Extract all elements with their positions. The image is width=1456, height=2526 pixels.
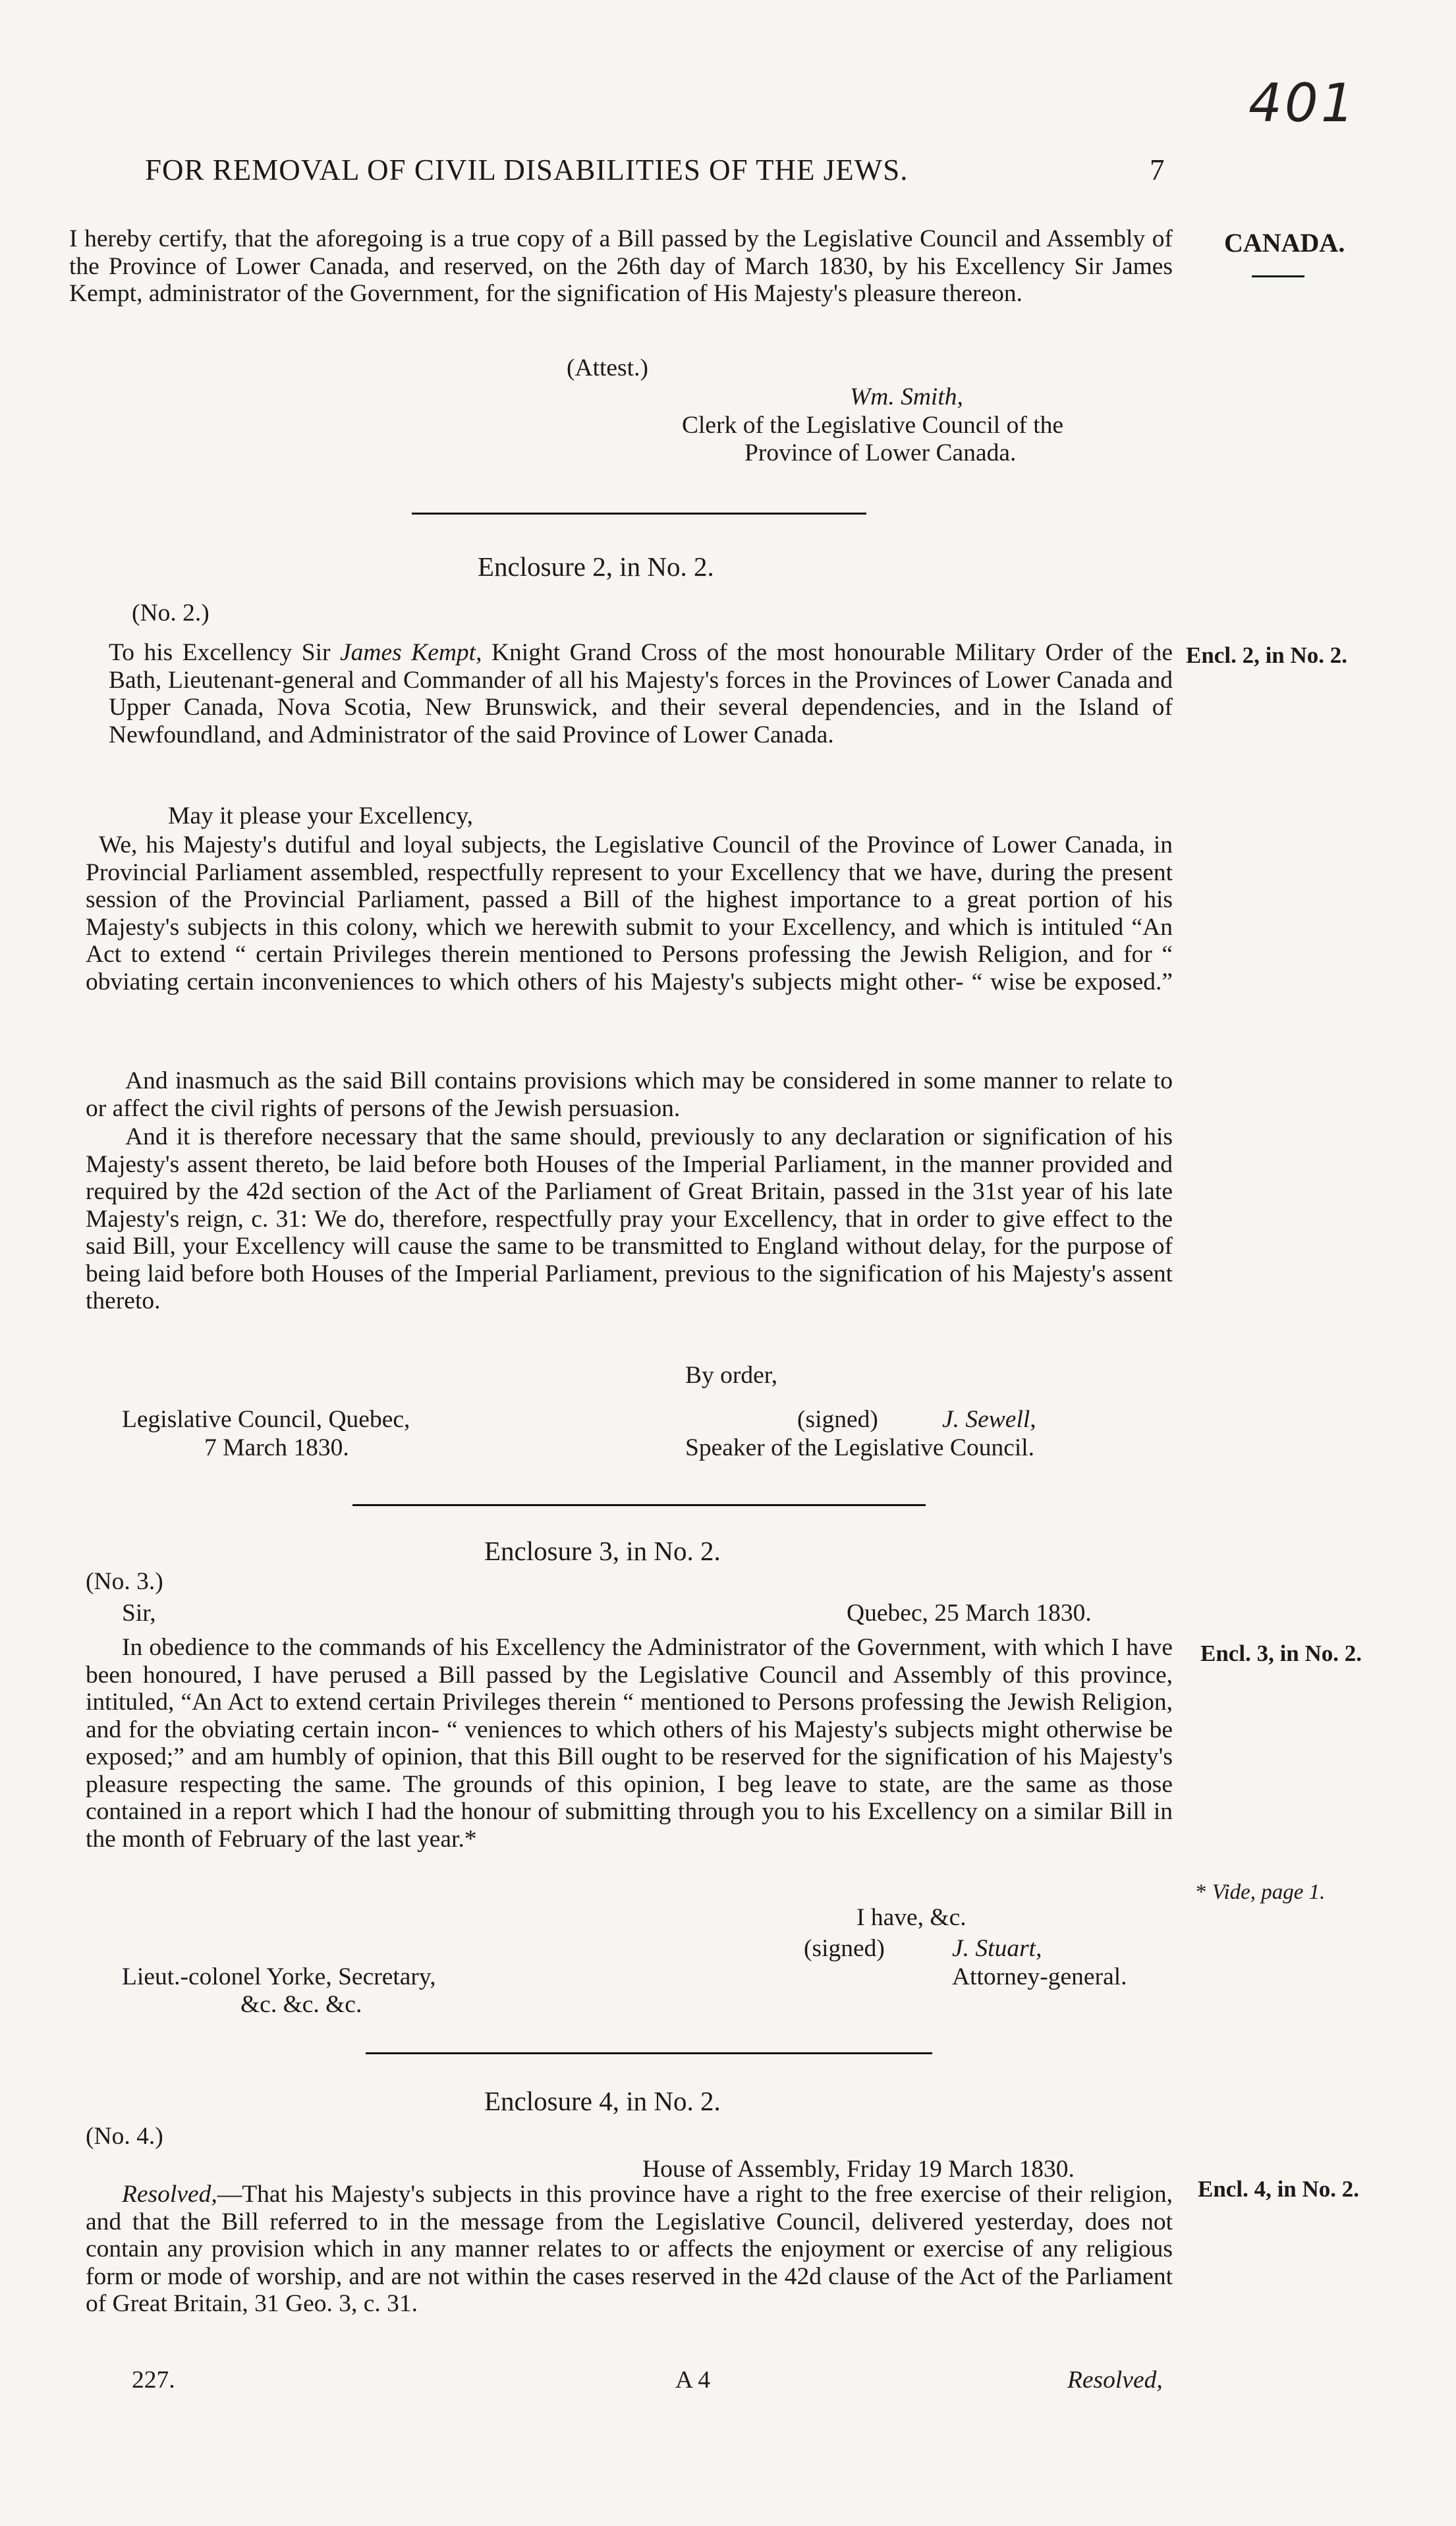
enclosure-3-number: (No. 3.) [86,1568,163,1595]
enclosure-3-margin-note: Encl. 3, in No. 2. [1200,1641,1362,1666]
enclosure-3-addressee-etc: &c. &c. &c. [240,1991,362,2018]
enclosure-2-number: (No. 2.) [132,600,210,627]
enclosure-3-closing: I have, &c. [856,1904,966,1931]
section-divider [352,1504,926,1506]
enclosure-4-title: Enclosure 4, in No. 2. [484,2086,721,2116]
enclosure-3-signer-title: Attorney-general. [952,1963,1127,1990]
enclosure-2-salutation: May it please your Excellency, [168,802,474,829]
enclosure-2-paragraph-3: And it is therefore necessary that the same should, previously to any declaration or signification of his Majesty's assent thereto, be laid before both Houses of the Imperial Parliament, in the manner provided and required by the 42d section of the Act of the Parliament of Great Britain, passed in the 31st year of his late Majesty's reign, c. 31: We do, therefore, respectfully pray your Excellency, that in order to give effect to the said Bill, your Excellency will cause the same to be transmitted to England without delay, for the purpose of being laid before both Houses of the Imperial Parliament, previous to the signification of his Majesty's assent thereto. [86,1123,1173,1314]
address-rest: Knight Grand Cross of the most honourable Military Order of the Bath, Lieutenant-general and Commander of all his Majesty's forces in the Provinces of Lower Canada and Upper Canada, Nova Scotia, New Brunswick, and their several dependencies, and in the Island of Newfoundland, and Administrator of the said Province of Lower Canada. [109,639,1173,748]
enclosure-3-signed: (signed) [804,1935,885,1962]
margin-heading: CANADA. [1224,228,1345,258]
enclosure-3-addressee: Lieut.-colonel Yorke, Secretary, [122,1963,436,1990]
enclosure-2-title: Enclosure 2, in No. 2. [478,551,714,582]
enclosure-2-address [82,639,1173,748]
running-head: FOR REMOVAL OF CIVIL DISABILITIES OF THE JEWS. [145,154,909,186]
footnote-text: Vide, page 1. [1212,1880,1326,1904]
footer-catchword: Resolved, [1067,2367,1163,2394]
certificate-text [69,225,1173,308]
enclosure-4-place-date: House of Assembly, Friday 19 March 1830. [642,2156,1075,2183]
enclosure-3-signer: J. Stuart, [952,1935,1042,1962]
enclosure-3-footnote [1196,1879,1325,1907]
enclosure-2-paragraph-1: We, his Majesty's dutiful and loyal subjects, the Legislative Council of the Province of Lower Canada, in Provincial Parliament assembled, respectfully represent to your Excellency that we have, during the present session of the Provincial Parliament, passed a Bill of the highest importance to a great portion of his Majesty's subjects in this colony, which we herewith submit to your Excellency, and which is intituled “An Act to extend “ certain Privileges therein mentioned to Persons professing the Jewish Religion, and for “ obviating certain inconveniences to which others of his Majesty's subjects might other- “ wise be exposed.” [86,831,1173,996]
enclosure-4-resolution-text: —That his Majesty's subjects in this province have a right to the free exercise of their religion, and that the Bill referred to in the message from the Legislative Council, delivered yesterday, does not contain any provision which in any manner relates to or affects the enjoyment or exercise of any religious form or mode of worship, and are not within the cases reserved in the 42d clause of the Act of the Parliament of Great Britain, 31 Geo. 3, c. 31. [86,2181,1173,2317]
footer-number: 227. [132,2367,175,2394]
section-divider [366,2052,932,2054]
certificate-signer-title-2: Province of Lower Canada. [744,439,1017,466]
footer-signature-mark: A 4 [675,2367,711,2394]
section-divider [412,513,866,515]
enclosure-3-title: Enclosure 3, in No. 2. [484,1536,721,1566]
page-number: 7 [1150,154,1165,186]
enclosure-4-margin-note: Encl. 4, in No. 2. [1198,2176,1360,2202]
address-name: James Kempt, [340,639,482,666]
enclosure-3-body: In obedience to the commands of his Excellency the Administrator of the Government, with which I have been honoured, I have perused a Bill passed by the Legislative Council and Assembly of this province, intituled, “An Act to extend certain Privileges therein “ mentioned to Persons professing the Jewish Religion, and for the obviating certain incon- “ veniences to which others of his Majesty's subjects might otherwise be exposed;” and am humbly of opinion, that this Bill ought to be reserved for the signification of his Majesty's pleasure respecting the same. The grounds of this opinion, I beg leave to state, are the same as those contained in a report which I had the honour of submitting through you to his Excellency on a similar Bill in the month of February of the last year.* [86,1634,1173,1853]
enclosure-2-date: 7 March 1830. [204,1434,349,1461]
address-prefix: To his Excellency Sir [109,639,331,666]
enclosure-2-address-block [82,639,1173,748]
enclosure-2-by-order: By order, [685,1362,778,1389]
resolved-label: Resolved, [122,2181,217,2208]
certificate-signer: Wm. Smith, [850,383,963,410]
certificate-signer-title-1: Clerk of the Legislative Council of the [682,412,1064,439]
enclosure-4-number: (No. 4.) [86,2123,163,2150]
enclosure-4-body [86,2181,1173,2318]
attest-label: (Attest.) [567,354,648,381]
enclosure-2-signer-title: Speaker of the Legislative Council. [685,1434,1035,1461]
enclosure-2-paragraph-2: And inasmuch as the said Bill contains provisions which may be considered in some manner to relate to or affect the civil rights of persons of the Jewish persuasion. [86,1067,1173,1122]
footnote-marker: * [1196,1880,1207,1904]
enclosure-2-signer: J. Sewell, [942,1406,1036,1433]
enclosure-3-place-date: Quebec, 25 March 1830. [847,1600,1092,1627]
certificate-body: I hereby certify, that the aforegoing is a true copy of a Bill passed by the Legislative Council and Assembly of the Province of Lower Canada, and reserved, on the 26th day of March 1830, by his Excellency Sir James Kempt, administrator of the Government, for the signification of His Majesty's pleasure thereon. [69,225,1173,307]
enclosure-2-signed: (signed) [797,1406,878,1433]
handwritten-page-number: 401 [1248,72,1357,134]
enclosure-2-margin-note: Encl. 2, in No. 2. [1186,642,1348,668]
margin-heading-rule [1252,275,1304,277]
enclosure-3-salutation: Sir, [122,1600,156,1627]
enclosure-2-place: Legislative Council, Quebec, [122,1406,410,1433]
